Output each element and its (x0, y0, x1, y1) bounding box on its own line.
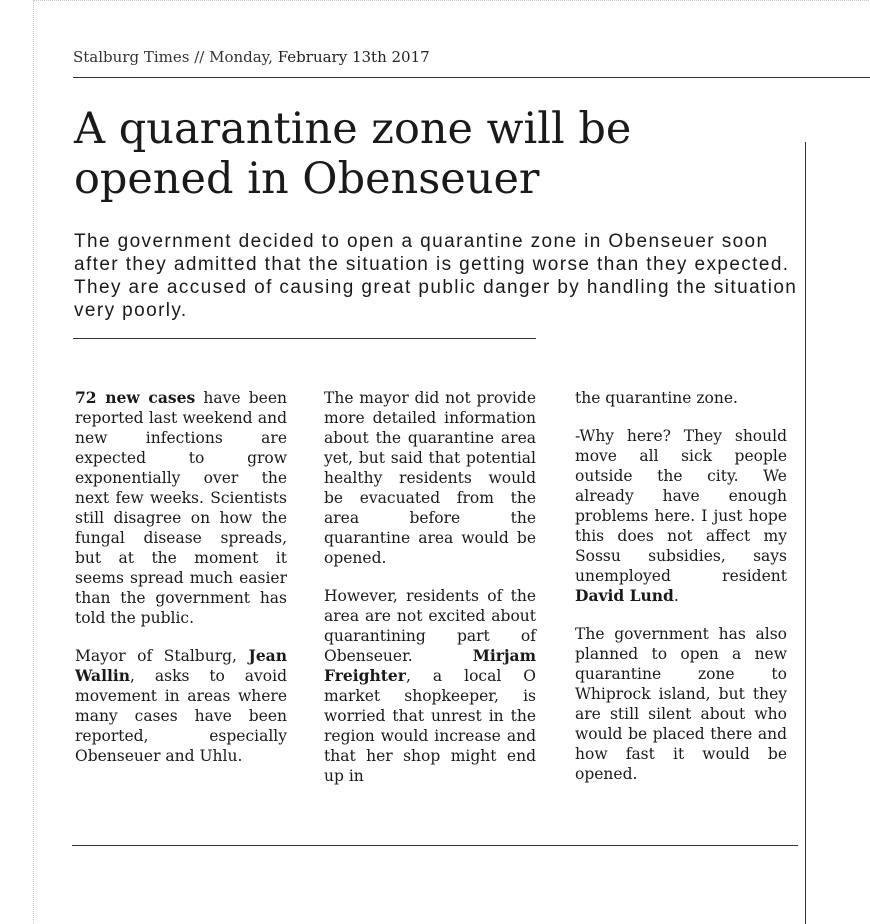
bold-text: Jean Wallin (75, 646, 287, 685)
paragraph-text: have been reported last weekend and new infections are expected to grow exponentially over the next few weeks. Scientists still disagree on how the fungal disease spreads, but at the moment it seems spread much easier than the government has told the public. (75, 389, 287, 627)
paragraph (575, 388, 787, 408)
paragraph-text: Mayor of Stalburg, (75, 647, 249, 665)
paragraph-text: The mayor did not provide more detailed information about the quarantine area yet, but said that potential healthy residents would be evacuated from the area before the quarantine area would be opened. (324, 389, 536, 567)
footer-divider (72, 845, 798, 846)
paragraph-text: , a local O market shopkeeper, is worried that unrest in the region would increase and that her shop might end up in (324, 667, 536, 785)
publication-date: February 13th 2017 (277, 48, 430, 66)
paragraph (75, 388, 287, 628)
paragraph-text: , asks to avoid movement in areas where many cases have been reported, especially Obenseuer and Uhlu. (75, 667, 287, 765)
article-column-3 (575, 388, 787, 802)
column-divider-vertical (805, 142, 806, 924)
paragraph (575, 426, 787, 606)
lede: The government decided to open a quarantine zone in Obenseuer soon after they admitted that the situation is getting worse than they expected. They are accused of causing great public danger by handling the situation very poorly. (74, 231, 798, 321)
bold-text: 72 new cases (75, 388, 196, 407)
paragraph-text: the quarantine zone. (575, 389, 738, 407)
lede-divider (73, 338, 536, 339)
bold-text: Mirjam Freighter (324, 646, 536, 685)
publication-name: Stalburg Times // Monday, (73, 48, 273, 66)
paragraph-text: -Why here? They should move all sick people outside the city. We already have enough problems here. I just hope this does not affect my Sossu subsidies, says unemployed resident (575, 427, 787, 585)
paragraph-text: . (673, 587, 679, 605)
paragraph (324, 586, 536, 786)
paragraph-text: However, residents of the area are not excited about quarantining part of Obenseuer. (324, 587, 536, 665)
article-column-1 (75, 388, 287, 784)
masthead-divider (73, 77, 870, 78)
headline: A quarantine zone will be opened in Obenseuer (74, 104, 632, 204)
paragraph (575, 624, 787, 784)
paragraph (75, 646, 287, 766)
paragraph (324, 388, 536, 568)
article-column-2 (324, 388, 536, 804)
paragraph-text: The government has also planned to open a new quarantine zone to Whiprock island, but they are still silent about who would be placed there and how fast it would be opened. (575, 625, 787, 783)
masthead (73, 48, 430, 66)
bold-text: David Lund (575, 586, 674, 605)
